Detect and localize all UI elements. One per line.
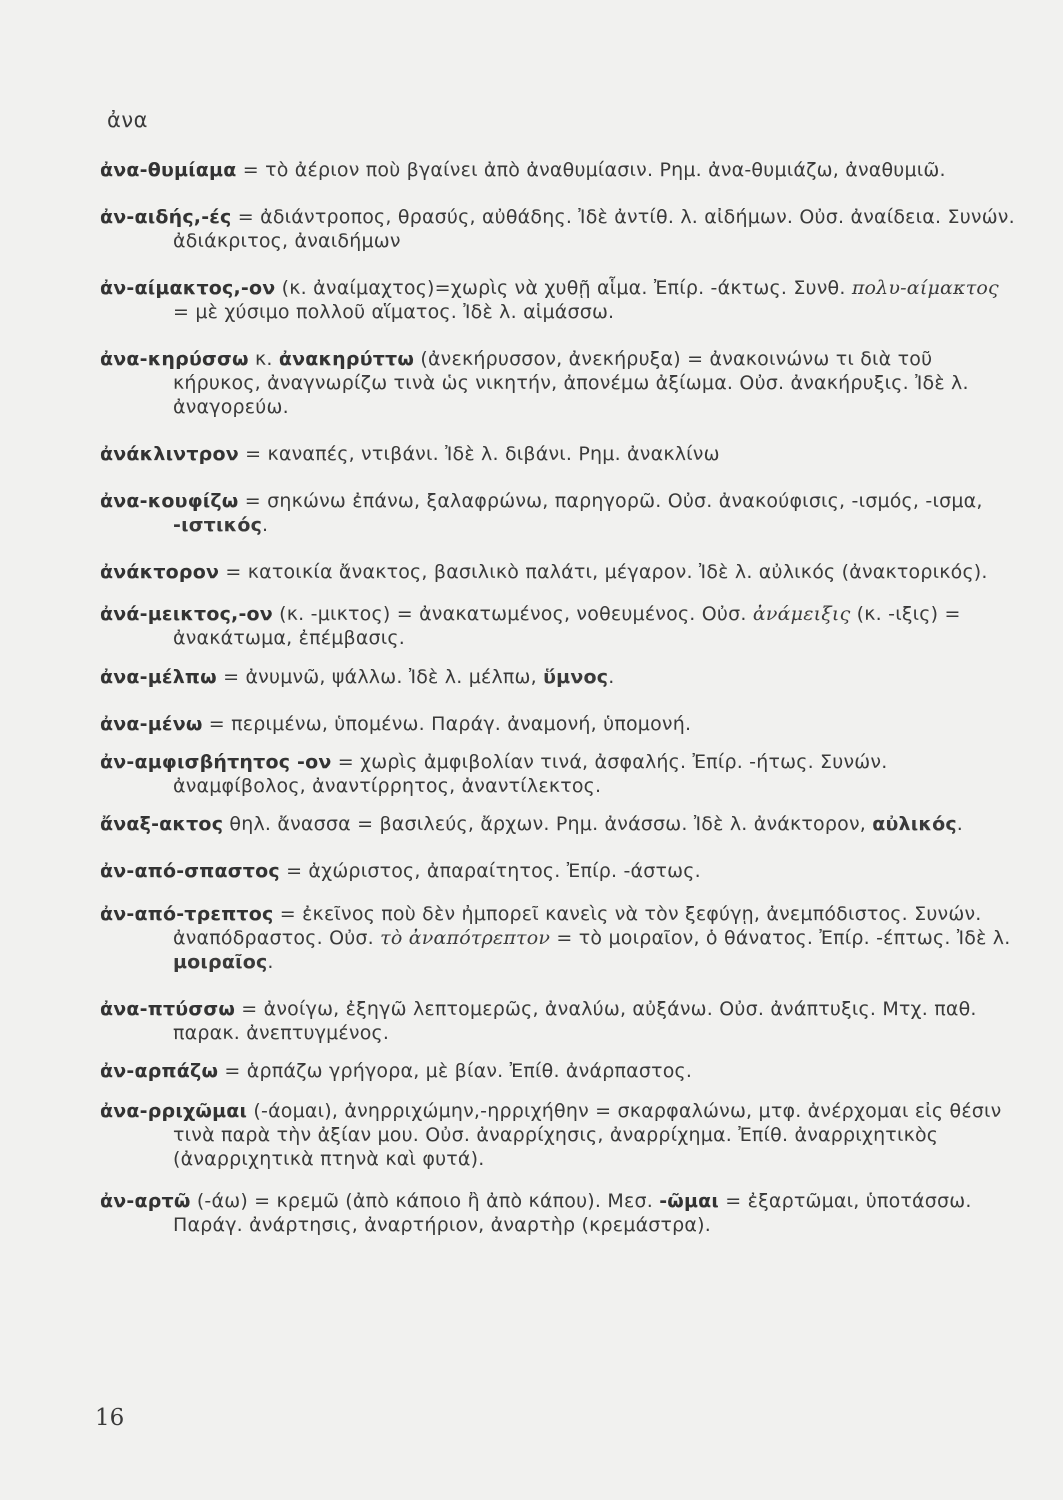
definition: = κατοικία ἄνακτος, βασιλικὸ παλάτι, μέγαρον. Ἰδὲ λ. αὐλικός (ἀνακτορικός). <box>219 561 988 583</box>
headword: ἀν-αρτῶ <box>100 1190 191 1212</box>
entries-list <box>100 158 1020 1253</box>
headword: ἀν-από-τρεπτος <box>100 903 274 925</box>
bold-term: μοιραῖος <box>173 951 268 973</box>
italic-term: ἀνάμειξις <box>752 603 851 625</box>
definition: θηλ. ἄνασσα = βασιλεύς, ἄρχων. Ρημ. ἀνάσσω. Ἰδὲ λ. ἀνάκτορον, <box>223 813 873 835</box>
entry-anamphisbetetos <box>100 750 1020 798</box>
headword: ἀν-αίμακτος,-ον <box>100 277 276 299</box>
definition: (-άω) = κρεμῶ (ἀπὸ κάποιο ἢ ἀπὸ κάπου). Μεσ. <box>190 1190 660 1212</box>
variant-headword: ἀνακηρύττω <box>278 348 415 370</box>
entry-anarpazo <box>100 1059 1020 1083</box>
headword: ἀνα-ρριχῶμαι <box>100 1100 248 1122</box>
definition-continued: . <box>956 813 964 835</box>
italic-term: πολυ-αίμακτος <box>851 277 999 299</box>
definition-continued: = τὸ μοιραῖον, ὁ θάνατος. Ἐπίρ. -έπτως. Ἰδὲ λ. <box>550 927 1011 949</box>
headword: ἀνα-μέλπω <box>100 666 217 688</box>
definition: (-άομαι), ἀνηρριχώμην,-ηρριχήθην = σκαρφαλώνω, μτφ. ἀνέρχομαι εἰς θέσιν τινὰ παρὰ τὴν ἀξίαν μου. Οὐσ. ἀναρρίχησις, ἀναρρίχημα. Ἐπίθ. ἀναρριχητικὸς (ἀναρριχητικὰ πτηνὰ καὶ φυτά). <box>173 1100 1002 1170</box>
definition: (κ. -μικτος) = ἀνακατωμένος, νοθευμένος. Οὐσ. <box>272 603 753 625</box>
entry-anarto <box>100 1189 1020 1237</box>
bold-term: -ῶμαι <box>659 1190 720 1212</box>
entry-anarrichomai <box>100 1099 1020 1171</box>
headword: ἀνα-μένω <box>100 713 203 735</box>
definition-continued: (κ. -ιξις) = ἀνακάτωμα, ἐπέμβασις. <box>173 603 961 649</box>
entry-anameno <box>100 712 1020 736</box>
bold-term: ὕμνος <box>543 666 609 688</box>
page-number: 16 <box>95 1405 125 1431</box>
headword: ἀνα-θυμίαμα <box>100 159 237 181</box>
definition-continued: (ἀνεκήρυσσον, ἀνεκήρυξα) = ἀνακοινώνω τι διὰ τοῦ κήρυκος, ἀναγνωρίζω τινὰ ὡς νικητήν, ἀπονέμω ἀξίωμα. Οὐσ. ἀνακήρυξις. Ἰδὲ λ. ἀναγορεύω. <box>173 348 969 418</box>
definition: = ἁρπάζω γρήγορα, μὲ βίαν. Ἐπίθ. ἀνάρπαστος. <box>218 1060 693 1082</box>
headword: ἀν-από-σπαστος <box>100 860 280 882</box>
definition: = ἀνυμνῶ, ψάλλω. Ἰδὲ λ. μέλπω, <box>216 666 544 688</box>
definition: = καναπές, ντιβάνι. Ἰδὲ λ. διβάνι. Ρημ. ἀνακλίνω <box>238 443 720 465</box>
definition: (κ. ἀναίμαχτος)=χωρὶς νὰ χυθῇ αἷμα. Ἐπίρ. -άκτως. Συνθ. <box>275 277 852 299</box>
definition: = ἀχώριστος, ἀπαραίτητος. Ἐπίρ. -άστως. <box>279 860 701 882</box>
page-header: ἀνα <box>107 108 148 132</box>
definition: κ. <box>248 348 279 370</box>
definition: = ἀνοίγω, ἐξηγῶ λεπτομερῶς, ἀναλύω, αὐξάνω. Οὐσ. ἀνάπτυξις. Μτχ. παθ. παρακ. ἀνεπτυγμένος. <box>173 998 977 1044</box>
headword: ἀνα-πτύσσω <box>100 998 236 1020</box>
entry-anameiktos <box>100 602 1020 650</box>
headword: ἀν-αιδής,-ές <box>100 206 232 228</box>
entry-anaktoron <box>100 560 1020 584</box>
headword: ἄναξ-ακτος <box>100 813 224 835</box>
definition: = ἀδιάντροπος, θρασύς, αὐθάδης. Ἰδὲ ἀντίθ. λ. αἰδήμων. Οὐσ. ἀναίδεια. Συνών. ἀδιάκριτος, ἀναιδήμων <box>173 206 1015 252</box>
headword: ἀνα-κηρύσσω <box>100 348 249 370</box>
definition: = περιμένω, ὑπομένω. Παράγ. ἀναμονή, ὑπομονή. <box>202 713 692 735</box>
definition-continued: = ἐξαρτῶμαι, ὑποτάσσω. Παράγ. ἀνάρτησις, ἀναρτήριον, ἀναρτὴρ (κρεμάστρα). <box>173 1190 972 1236</box>
definition: = χωρὶς ἀμφιβολίαν τινά, ἀσφαλής. Ἐπίρ. -ήτως. Συνών. ἀναμφίβολος, ἀναντίρρητος, ἀναντίλεκτος. <box>173 751 888 797</box>
entry-anakerysso <box>100 347 1020 419</box>
definition-continued: = μὲ χύσιμο πολλοῦ αἵματος. Ἰδὲ λ. αἱμάσσω. <box>173 301 615 323</box>
bold-term: -ιστικός <box>173 514 263 536</box>
definition-end: . <box>267 951 274 973</box>
headword: ἀνα-κουφίζω <box>100 490 239 512</box>
headword: ἀν-αμφισβήτητος -ον <box>100 751 332 773</box>
entry-anaimaktos <box>100 276 1020 324</box>
headword: ἀν-αρπάζω <box>100 1060 219 1082</box>
entry-anakouphizo <box>100 489 1020 537</box>
definition: = τὸ ἀέριον ποὺ βγαίνει ἀπὸ ἀναθυμίασιν. Ρημ. ἀνα-θυμιάζω, ἀναθυμιῶ. <box>236 159 946 181</box>
headword: ἀνάκτορον <box>100 561 220 583</box>
bold-term: αὐλικός <box>872 813 957 835</box>
definition-continued: . <box>608 666 615 688</box>
italic-term: τὸ ἀναπότρεπτον <box>380 927 551 949</box>
headword: ἀνάκλιντρον <box>100 443 239 465</box>
entry-anathymiama <box>100 158 1020 182</box>
entry-anapotreptos <box>100 902 1020 974</box>
headword: ἀνά-μεικτος,-ον <box>100 603 273 625</box>
entry-anapospastos <box>100 859 1020 883</box>
entry-anaptysso <box>100 997 1020 1045</box>
definition-continued: . <box>262 514 269 536</box>
definition: = ἐκεῖνος ποὺ δὲν ἠμπορεῖ κανεὶς νὰ τὸν ξεφύγῃ, ἀνεμπόδιστος. Συνών. ἀναπόδραστος. Οὐσ. <box>173 903 982 949</box>
entry-anaides <box>100 205 1020 253</box>
definition: = σηκώνω ἐπάνω, ξαλαφρώνω, παρηγορῶ. Οὐσ. ἀνακούφισις, -ισμός, -ισμα, <box>238 490 983 512</box>
entry-anamelpo <box>100 665 1020 689</box>
entry-anaklintron <box>100 442 1020 466</box>
entry-anax <box>100 812 1020 836</box>
